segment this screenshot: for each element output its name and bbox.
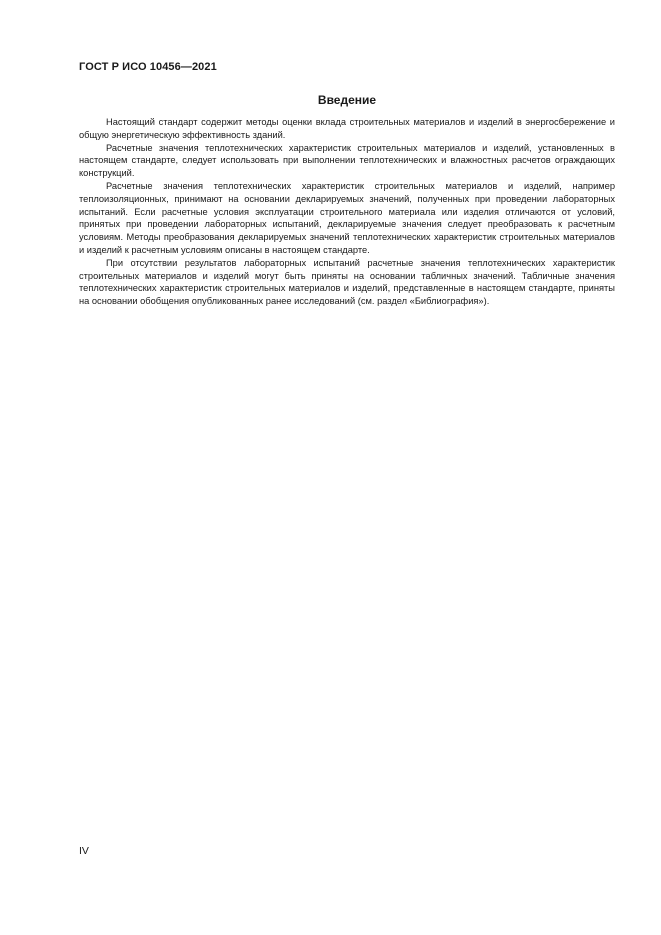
paragraph: Настоящий стандарт содержит методы оценки вклада строительных материалов и изделий в энергосбережение и общую энергетическую эффективность зданий.: [79, 117, 615, 140]
section-title: Введение: [317, 93, 377, 107]
paragraph: Расчетные значения теплотехнических характеристик строительных материалов и изделий, например теплоизоляционных, принимают на основании декларируемых значений, полученных при проведении лабораторных испытаний. Если расчетные условия эксплуатации строительного материала или изделия отличаются от условий, принятых при проведении лабораторных испытаний, декларируемые значения следует преобразовать к расчетным условиям. Методы преобразования декларируемых значений теплотехнических характеристик строительных материалов и изделий к расчетным условиям описаны в настоящем стандарте.: [79, 180, 615, 255]
document-header: ГОСТ Р ИСО 10456—2021: [79, 61, 217, 73]
paragraph: Расчетные значения теплотехнических характеристик строительных материалов и изделий, установленных в настоящем стандарте, следует использовать при выполнении теплотехнических и влажностных расчетов ограждающих конструкций.: [79, 142, 615, 179]
page-number: IV: [79, 845, 89, 857]
section-body: [79, 116, 615, 308]
paragraph: При отсутствии результатов лабораторных испытаний расчетные значения теплотехнических характеристик строительных материалов и изделий могут быть приняты на основании табличных значений. Табличные значения теплотехнических характеристик строительных материалов и изделий, представленные в настоящем стандарте, приняты на основании обобщения опубликованных ранее исследований (см. раздел «Библиография»).: [79, 257, 615, 307]
